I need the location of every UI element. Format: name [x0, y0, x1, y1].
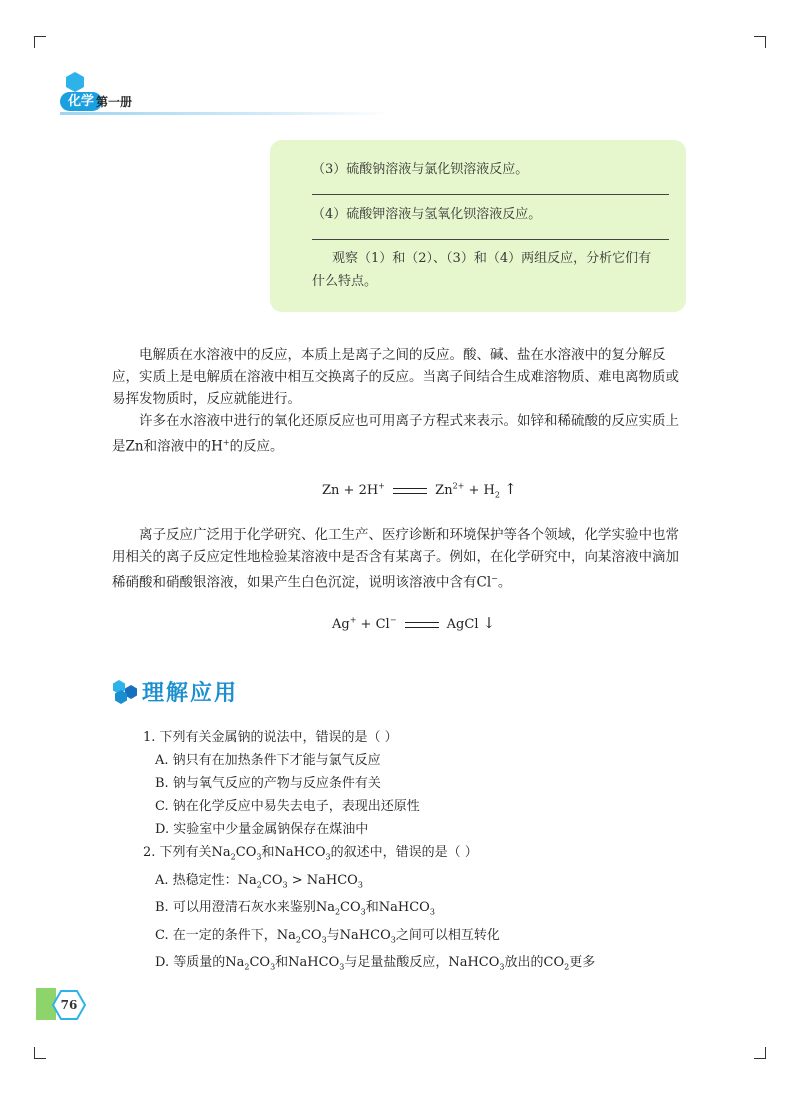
q1-option-b: B. 钠与氧气反应的产物与反应条件有关 — [155, 776, 381, 791]
q1-option-a: A. 钠只有在加热条件下才能与氯气反应 — [155, 753, 381, 768]
crop-mark-bottom-right-v — [765, 1047, 766, 1059]
header-rule — [60, 112, 390, 115]
q2-option-b: B. 可以用澄清石灰水来鉴别$Na_2CO_3$和NaHCO$_3$ — [155, 900, 435, 917]
equals-double-line-2 — [405, 622, 439, 628]
activity-observe-1: 观察（1）和（2）、（3）和（4）两组反应，分析它们有 — [332, 251, 652, 266]
crop-mark-bottom-left-h — [34, 1058, 46, 1059]
q1-option-c: C. 钠在化学反应中易失去电子，表现出还原性 — [155, 799, 420, 814]
crop-mark-top-right-v — [765, 36, 766, 48]
q2-option-c: C. 在一定的条件下，$Na_2CO_3$与NaHCO$_3$之间可以相互转化 — [155, 927, 500, 945]
activity-q3: （3）硫酸钠溶液与氯化钡溶液反应。 — [312, 162, 529, 177]
crop-mark-top-left-h — [34, 36, 46, 37]
paragraph-1: 电解质在水溶液中的反应，本质上是离子之间的反应。酸、碱、盐在水溶液中的复分解反应，实质上是电解质在溶液中相互交换离子的反应。当离子间结合生成难溶物质、难电离物质或易挥发物质时，反应就能进行。 — [112, 347, 679, 407]
activity-q4: （4）硫酸钾溶液与氢氧化钡溶液反应。 — [312, 207, 542, 222]
activity-observe-2: 什么特点。 — [312, 274, 378, 289]
page-number: 76 — [60, 998, 78, 1012]
answer-line-1 — [312, 194, 669, 195]
header-volume: 第一册 — [96, 95, 133, 109]
question-list — [143, 726, 703, 979]
question-2: 2. 下列有关$Na_2CO_3$和NaHCO$_3$的叙述中，错误的是（ ） — [143, 845, 478, 862]
section-title: 理解应用 — [142, 681, 239, 706]
hexagon-cluster-icon — [112, 680, 138, 704]
paragraph-2: 许多在水溶液中进行的氧化还原反应也可用离子方程式来表示。如锌和稀硫酸的反应实质上是Zn和溶液中的H+的反应。 — [112, 413, 679, 455]
paragraph-3: 离子反应广泛用于化学研究、化工生产、医疗诊断和环境保护等各个领域，化学实验中也常用相关的离子反应定性地检验某溶液中是否含有某离子。例如，在化学研究中，向某溶液中滴加稀硝酸和硝酸银溶液，如果产生白色沉淀，说明该溶液中含有Cl−。 — [112, 527, 679, 591]
equation-silver-chloride: Ag+ + Cl− AgCl ↓ — [332, 614, 496, 632]
up-arrow-icon: ↑ — [504, 480, 517, 498]
header-subject-badge: 化学 — [60, 92, 102, 111]
q2-option-a: A. 热稳定性：$Na_2CO_3$ > NaHCO$_3$ — [155, 872, 363, 890]
down-arrow-icon: ↓ — [482, 614, 496, 632]
q1-option-d: D. 实验室中少量金属钠保存在煤油中 — [155, 822, 369, 837]
equals-double-line — [393, 488, 427, 494]
equation-zinc: Zn + 2H+ $Zn^{2+} + H_2$ ↑ — [322, 480, 517, 500]
page-number-badge — [52, 990, 86, 1020]
crop-mark-bottom-left-v — [34, 1047, 35, 1059]
crop-mark-top-left-v — [34, 36, 35, 48]
q2-option-d: D. 等质量的$Na_2CO_3$和NaHCO$_3$与足量盐酸反应，NaHCO$_3$放出的$CO_2$更多 — [155, 955, 596, 972]
question-1: 1. 下列有关金属钠的说法中，错误的是（ ） — [143, 730, 398, 745]
answer-line-2 — [312, 239, 669, 240]
hexagon-logo-icon — [66, 72, 84, 92]
